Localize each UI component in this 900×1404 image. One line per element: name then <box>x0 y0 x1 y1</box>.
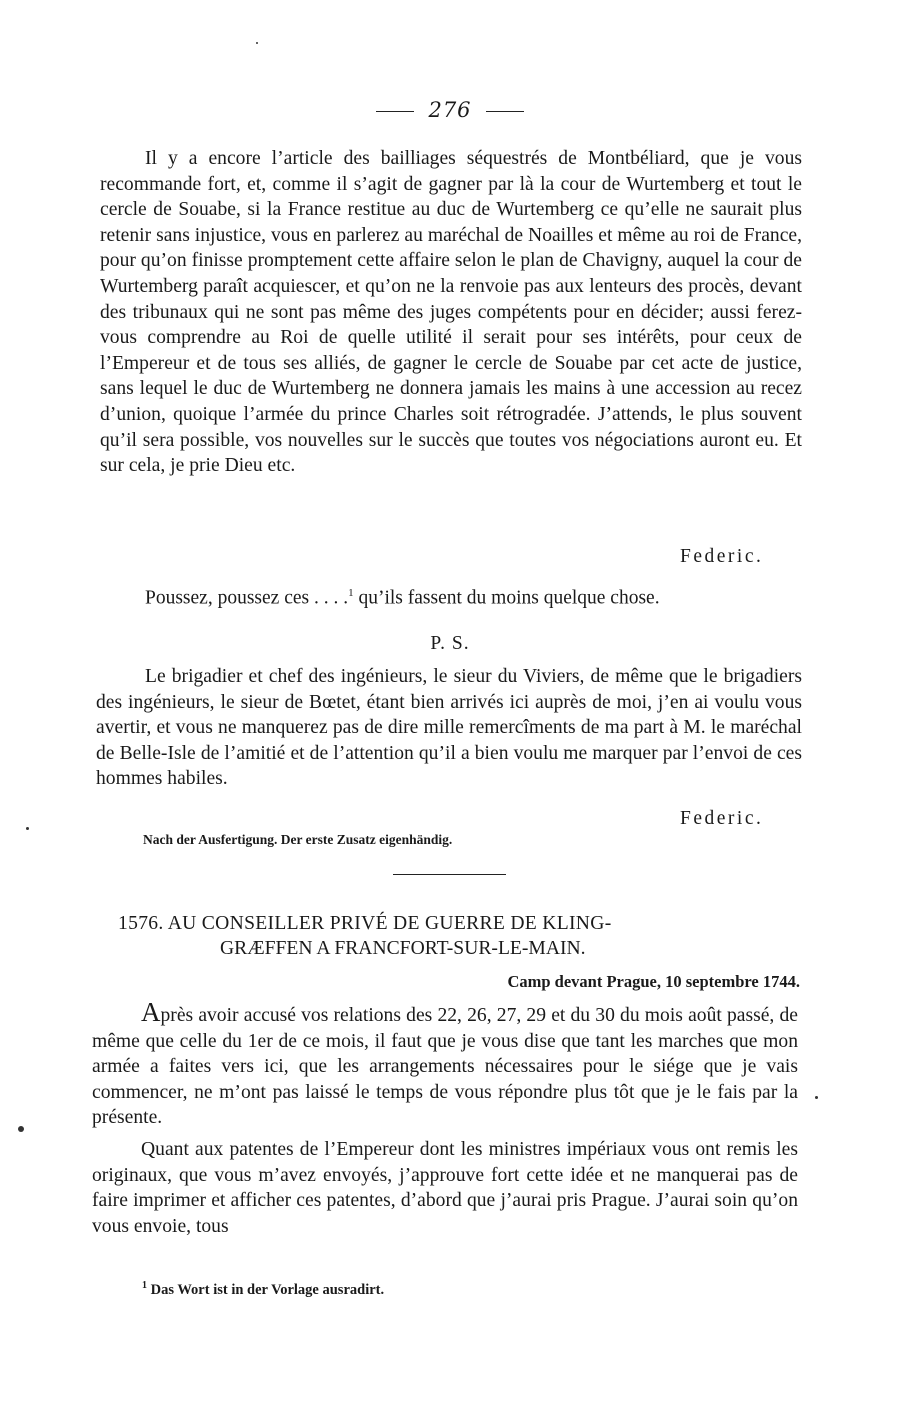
postscript-line <box>145 587 805 610</box>
ps-paragraph: Le brigadier et chef des ingénieurs, le sieur du Viviers, de même que le brigadiers des ingénieurs, le sieur de Bœtet, étant bien arrivés ici auprès de moi, j’en ai voulu vous avertir, et vous ne manquerez pas de dire mille remercîments de ma part à M. le maréchal de Belle-Isle de l’amitié et de l’attention qu’il a bien voulu me marquer par l’envoi de ces hommes habiles. <box>96 666 802 790</box>
page-number <box>0 98 900 122</box>
letter-paragraph-1 <box>92 997 798 1131</box>
source-note: Nach der Ausfertigung. Der erste Zusatz eigenhändig. <box>143 832 453 847</box>
letter-paragraph-2: Quant aux patentes de l’Empereur dont les ministres impériaux vous ont remis les originaux, que vous m’avez envoyés, j’approuve fort cette idée et ne manquerai pas de faire imprimer et afficher ces patentes, d’abord que j’aurai pris Prague. J’aurai soin qu’on vous envoie, tous <box>92 1138 798 1237</box>
section-divider <box>393 874 506 875</box>
scan-speck <box>815 1096 818 1099</box>
footnote-mark: 1 <box>348 587 354 599</box>
postscript-end: qu’ils fassent du moins quelque chose. <box>353 587 660 609</box>
ps-signature-federic: Federic. <box>680 808 764 829</box>
postscript-text: Poussez, poussez ces . . . . <box>145 587 349 609</box>
scan-speck <box>18 1126 24 1132</box>
letter-paragraph-bailliages <box>100 146 802 479</box>
ps-paragraph-block <box>96 664 802 792</box>
footnote <box>142 1280 384 1299</box>
letter-1576-body <box>92 997 798 1239</box>
page-number-dash-left <box>376 111 414 112</box>
paragraph-1-text: près avoir accusé vos relations des 22, 26, 27, 29 et du 30 du mois août passé, de même que celle du 1er de ce mois, il faut que je vous dise que tant les marches que mon armée a faites vers ici, que les arrangements nécessaires pour le siége que je vais commencer, ne m’ont pas laissé le temps de vous répondre plus tôt que je le fais par la présente. <box>92 1005 798 1129</box>
letter-heading <box>118 911 798 961</box>
page-number-text: 276 <box>428 98 472 122</box>
drop-cap: A <box>141 997 161 1027</box>
place-date: Camp devant Prague, 10 septembre 1744. <box>507 972 800 991</box>
scan-speck <box>256 42 258 44</box>
heading-line-2: GRÆFFEN A FRANCFORT-SUR-LE-MAIN. <box>220 938 586 959</box>
heading-line-1: 1576. AU CONSEILLER PRIVÉ DE GUERRE DE KLING- <box>118 913 612 934</box>
page-number-dash-right <box>486 111 524 112</box>
body-paragraph: Il y a encore l’article des bailliages séquestrés de Montbéliard, que je vous recommande fort, et, comme il s’agit de gagner par là la cour de Wurtemberg et tout le cercle de Souabe, si la France restitue au duc de Wurtemberg ce qu’elle ne saurait plus retenir sans injustice, vous en parlerez au maréchal de Noailles et même au roi de France, pour qu’on finisse promptement cette affaire selon le plan de Chavigny, auquel la cour de Wurtemberg paraît acquiescer, et qu’on ne la renvoie pas aux lenteurs des procès, devant des tribunaux qui ne sont pas même des juges compétents pour en décider; aussi ferez-vous comprendre au Roi de quelle utilité il serait pour ses intérêts, pour ceux de l’Empereur et de tous ses alliés, de gagner le cercle de Souabe par cet acte de justice, sans lequel le duc de Wurtemberg ne donnera jamais les mains à une accession au recez d’union, quoique l’armée du prince Charles soit rétrogradée. J’attends, le plus souvent qu’il sera possible, vos nouvelles sur le succès que toutes vos négociations auront eu. Et sur cela, je prie Dieu etc. <box>100 148 802 477</box>
footnote-number: 1 <box>142 1280 147 1291</box>
scan-speck <box>26 827 29 830</box>
signature-federic: Federic. <box>680 546 764 567</box>
footnote-text: Das Wort ist in der Vorlage ausradirt. <box>147 1281 385 1298</box>
ps-label: P. S. <box>430 633 470 654</box>
